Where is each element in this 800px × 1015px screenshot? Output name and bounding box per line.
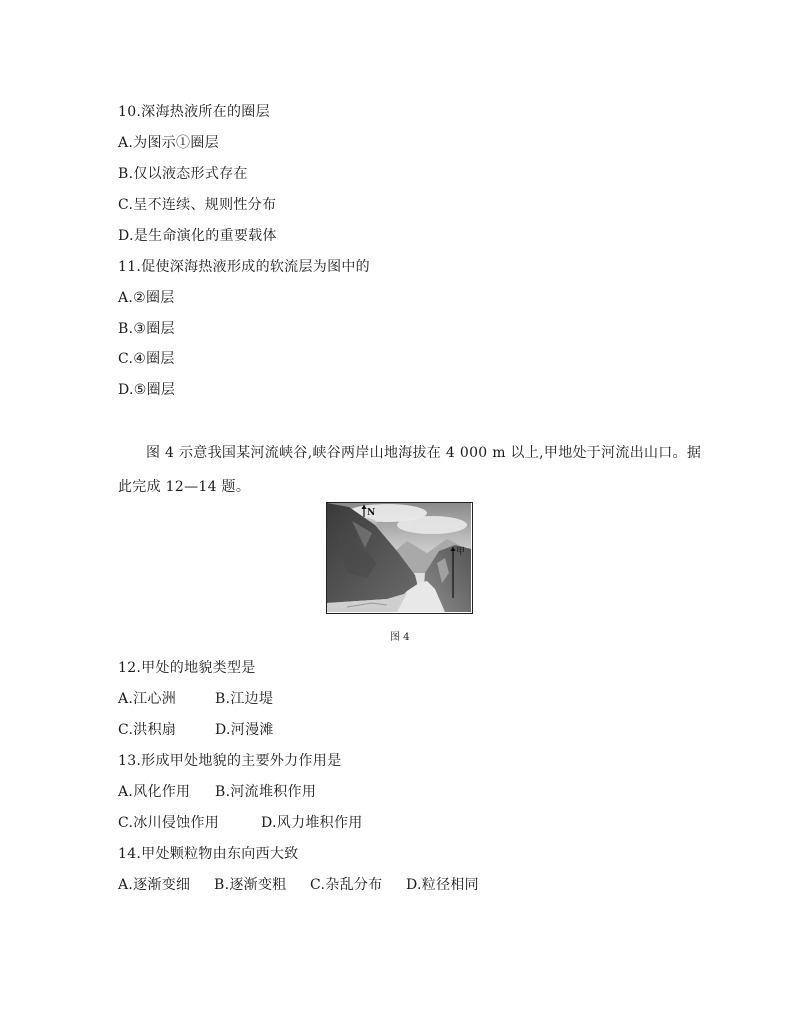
canyon-photo xyxy=(326,502,473,614)
q13-options-row-2 xyxy=(118,814,363,832)
q14-option-b: B.逐渐变粗 xyxy=(214,877,287,893)
q13-option-a: A.风化作用 xyxy=(118,784,191,800)
figure-caption: 图 4 xyxy=(390,632,410,643)
q13-option-c: C.冰川侵蚀作用 xyxy=(118,815,220,831)
q14-option-d: D.粒径相同 xyxy=(406,877,479,893)
q14-option-a: A.逐渐变细 xyxy=(118,877,191,893)
q11-option-a: A.②圈层 xyxy=(118,290,175,306)
q11-option-d: D.⑤圈层 xyxy=(118,382,176,398)
q14-options-row xyxy=(118,876,479,894)
q10-option-c: C.呈不连续、规则性分布 xyxy=(118,197,277,213)
q10-option-d: D.是生命演化的重要载体 xyxy=(118,228,277,244)
q13-options-row-1 xyxy=(118,783,316,801)
q13-stem: 13.形成甲处地貌的主要外力作用是 xyxy=(118,753,342,769)
point-jia-label: 甲 xyxy=(456,547,466,557)
q10-option-b: B.仅以液态形式存在 xyxy=(118,166,248,182)
q10-stem: 10.深海热液所在的圈层 xyxy=(118,104,270,120)
q13-option-b: B.河流堆积作用 xyxy=(215,784,317,800)
q14-stem: 14.甲处颗粒物由东向西大致 xyxy=(118,846,299,862)
q11-stem: 11.促使深海热液形成的软流层为图中的 xyxy=(118,259,370,275)
q12-option-b: B.江边堤 xyxy=(215,691,274,707)
q12-option-a: A.江心洲 xyxy=(118,691,177,707)
intro-paragraph: 图 4 示意我国某河流峡谷,峡谷两岸山地海拔在 4 000 m 以上,甲地处于河流出山口。据此完成 12—14 题。 xyxy=(118,445,702,495)
q11-option-c: C.④圈层 xyxy=(118,351,175,367)
q12-option-d: D.河漫滩 xyxy=(215,722,274,738)
q10-option-a: A.为图示①圈层 xyxy=(118,135,219,151)
q12-options-row-1 xyxy=(118,690,273,708)
q12-options-row-2 xyxy=(118,721,274,739)
q14-option-c: C.杂乱分布 xyxy=(310,877,383,893)
q12-option-c: C.洪积扇 xyxy=(118,722,177,738)
q11-option-b: B.③圈层 xyxy=(118,321,175,337)
north-label: N xyxy=(367,508,376,518)
canyon-photo-drawing xyxy=(327,503,471,612)
q12-stem: 12.甲处的地貌类型是 xyxy=(118,660,256,676)
q13-option-d: D.风力堆积作用 xyxy=(261,815,363,831)
